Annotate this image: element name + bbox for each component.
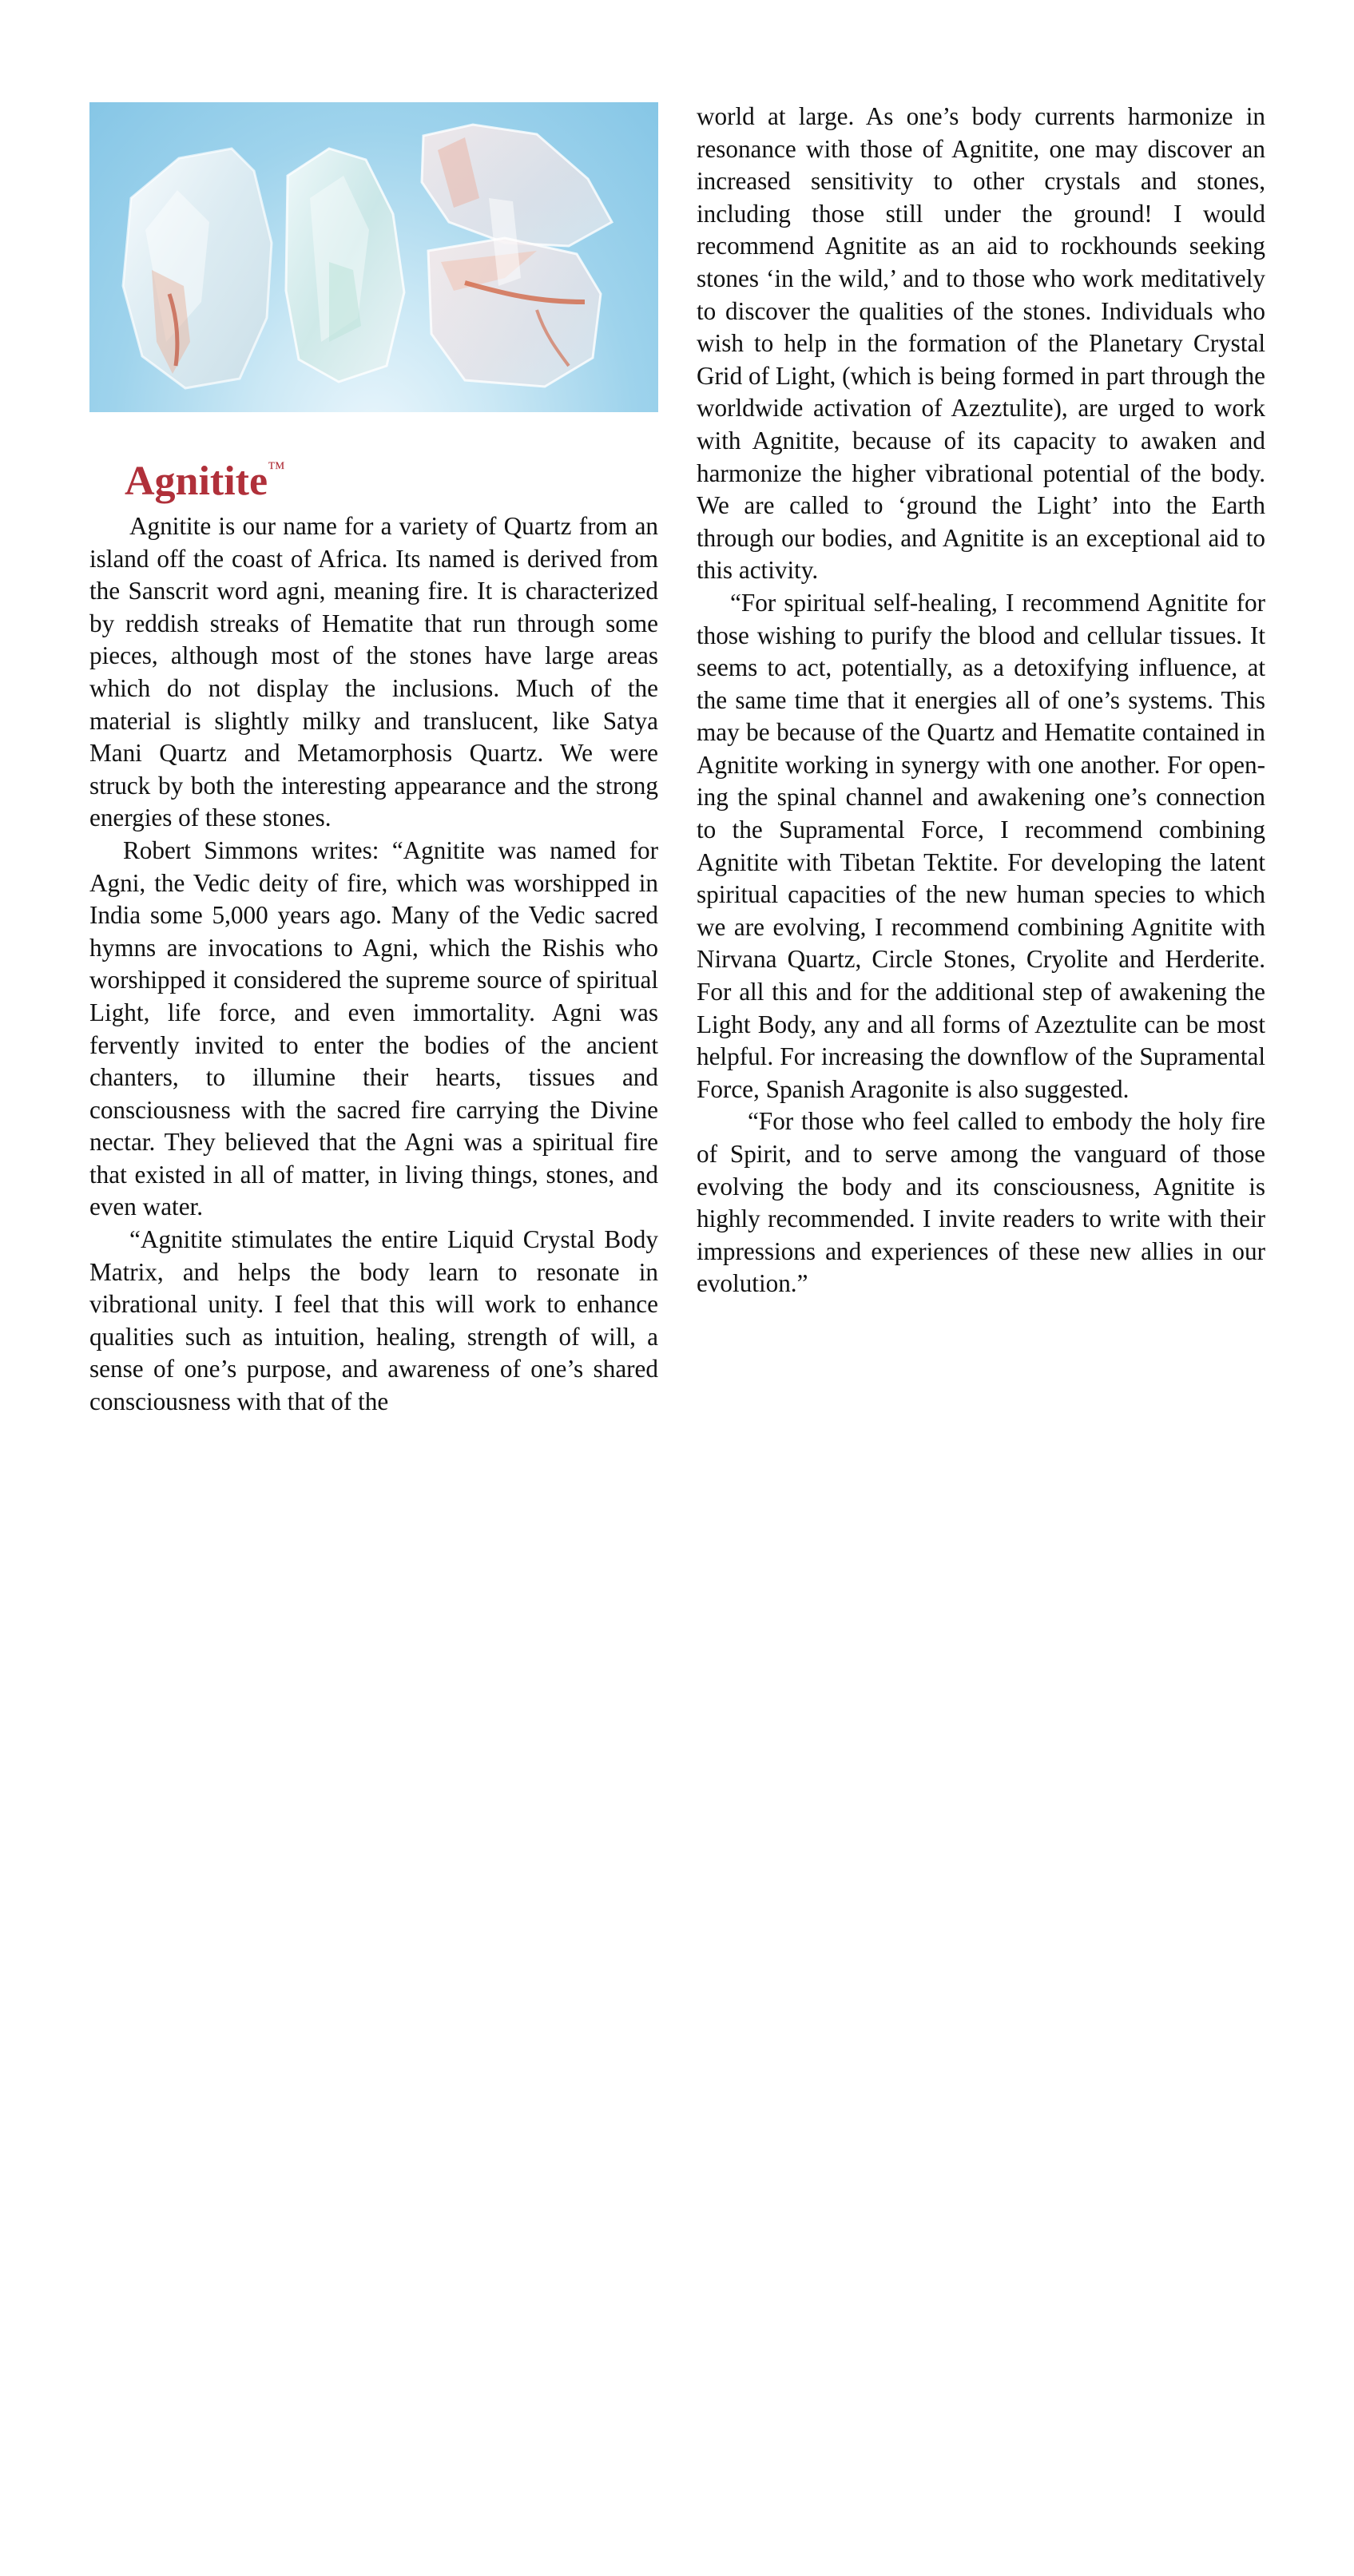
paragraph-world-continued: world at large. As one’s body currents harmonize in resonance with those of Agnitite, one may discover an increased sensitivity to other crystals and stones, including those still under the ground! I would recommend Agnitite as an aid to rockhounds seeking stones ‘in the wild,’ and to those who work meditatively to discover the qualities of the stones. Individuals who wish to help in the formation of the Planetary Crystal Grid of Light, (which is being formed in part through the worldwide activation of Azeztulite), are urged to work with Agnitite, because of its capacity to awaken and harmonize the higher vibrational potential of the body. We are called to ‘ground the Light’ into the Earth through our bodies, and Agnitite is an exceptional aid to this activity. [697,102,1265,585]
paragraph-liquid-crystal: “Agnitite stimulates the entire Liquid Crystal Body Matrix, and helps the body learn to resonate in vibrational unity. I feel that this will work to enhance qualities such as intuition, healing, strength of will, a sense of one’s purpose, and awareness of one’s shared consciousness with that of the [89,1225,658,1416]
right-column [697,101,1265,1300]
left-column [89,102,658,1419]
crystals-illustration [89,102,658,412]
paragraph-simmons: Robert Simmons writes: “Agnitite was named for Agni, the Vedic deity of fire, which was worshipped in India some 5,000 years ago. Many of the Vedic sacred hymns are invocations to Agni, which the Rishis who worshipped it considered the supreme source of spiritual Light, life force, and even immortality. Agni was fervently invited to enter the bodies of the ancient chanters, to illumine their hearts, tissues and consciousness with the sacred fire carrying the Divine nectar. They believed that the Agni was a spiritual fire that existed in all of matter, in living things, stones, and even water. [89,836,658,1221]
article-title [125,444,658,506]
paragraph-holy-fire: “For those who feel called to embody the holy fire of Spirit, and to serve among the vanguard of those evolving the body and its consciousness, Agnitite is highly recommended. I invite readers to write with their impressions and experiences of these new allies in our evolution.” [697,1107,1265,1298]
agnitite-crystals-photo [89,102,658,412]
paragraph-self-healing: “For spiritual self-healing, I recommend Agnitite for those wishing to purify the blood and cellular tissues. It seems to act, potentially, as a detoxifying influence, at the same time that it energies all of one’s systems. This may be because of the Quartz and Hematite contained in Agnitite working in synergy with one another. For opening the spinal channel and awakening one’s connection to the Supramental Force, I recommend combining Agnitite with Tibetan Tektite. For developing the latent spiritual capacities of the new human species to which we are evolving, I recommend combining Agnitite with Nirvana Quartz, Circle Stones, Cryolite and Herderite. For all this and for the additional step of awakening the Light Body, any and all forms of Azeztulite can be most helpful. For increasing the downflow of the Supramental Force, Spanish Aragonite is also suggested. [697,588,1265,1103]
paragraph-intro: Agnitite is our name for a variety of Quartz from an island off the coast of Africa. Its named is derived from the Sanscrit word agni, meaning fire. It is characterized by reddish streaks of Hematite that run through some pieces, although most of the stones have large areas which do not display the inclusions. Much of the material is slightly milky and translucent, like Satya Mani Quartz and Metamorphosis Quartz. We were struck by both the interesting appearance and the strong energies of these stones. [89,512,658,832]
trademark-symbol: ™ [268,458,285,478]
title-text: Agnitite [125,458,268,504]
